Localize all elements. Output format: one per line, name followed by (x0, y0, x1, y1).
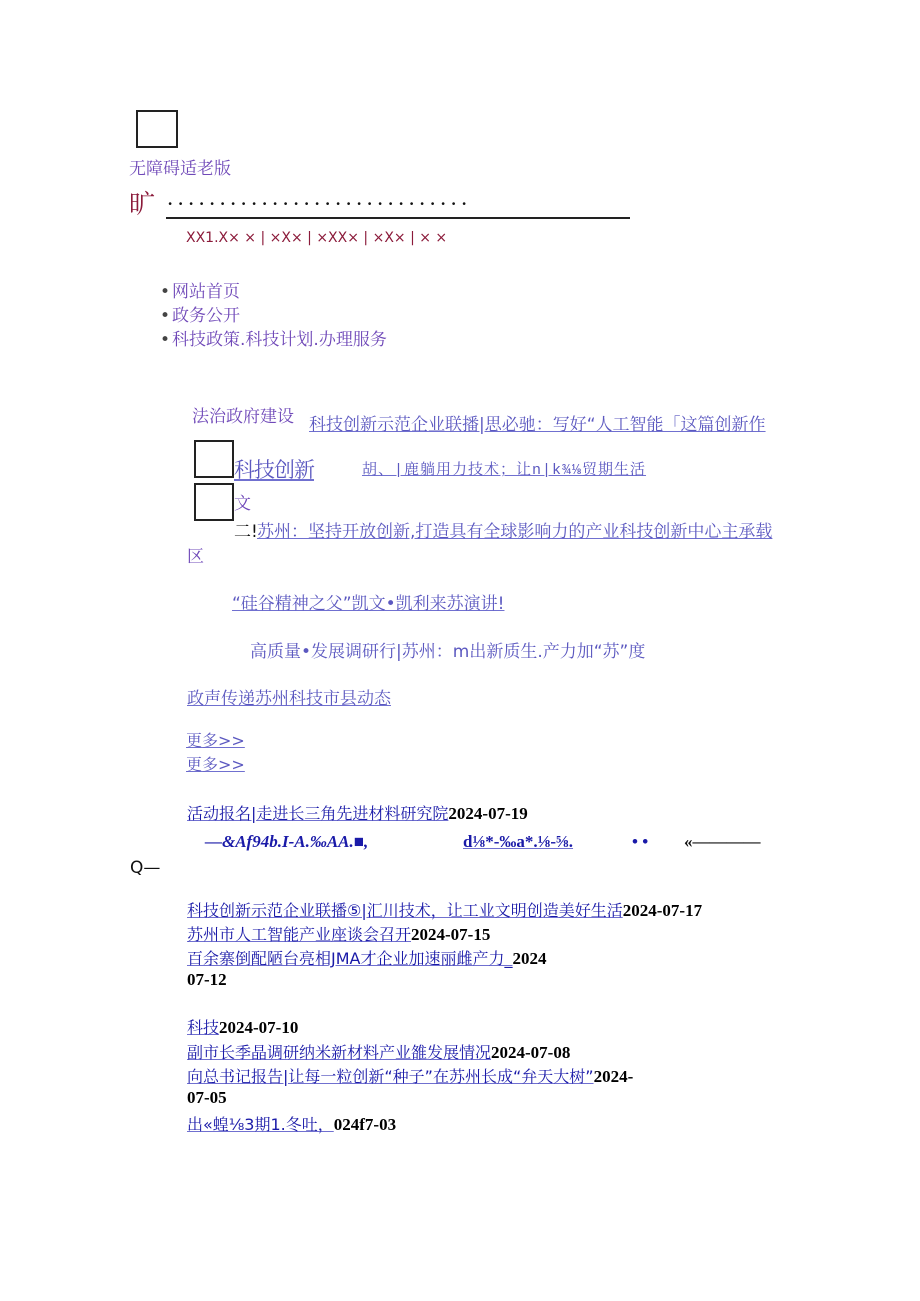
news-date: 07-12 (187, 970, 227, 989)
headline-link[interactable]: 苏州：坚持开放创新,打造具有全球影响力的产业科技创新中心主承载 (257, 522, 773, 542)
nav-item-label: 政务公开 (172, 306, 241, 326)
thumbnail-image[interactable] (194, 483, 234, 521)
list-item[interactable] (187, 1015, 298, 1038)
thumbnail-label[interactable]: 科技创新 (234, 458, 314, 482)
news-title: 百余寨倒配陋台亮相JMA才企业加速丽雌产力_ (187, 949, 513, 968)
list-item[interactable] (187, 898, 702, 921)
nav-item-label: 科技政策.科技计划.办理服务 (172, 330, 387, 350)
headline-link[interactable]: “硅谷精神之父”凯文•凯利来苏演讲! (232, 594, 505, 614)
news-date: 07-05 (187, 1088, 227, 1107)
thumbnail-image[interactable] (194, 440, 234, 478)
news-title: 科技 (187, 1018, 220, 1037)
tab-rule-of-law[interactable]: 法治政府建设 (192, 407, 294, 427)
nav-item-gov-affairs[interactable] (160, 301, 240, 326)
news-title: 副市长季晶调研纳米新材料产业雒发展情况 (187, 1043, 492, 1062)
list-item[interactable] (187, 1040, 570, 1063)
news-title: 苏州市人工智能产业座谈会召开 (187, 925, 412, 944)
news-date: 2024-07-19 (448, 804, 528, 823)
section-tabs[interactable]: 政声传递苏州科技市县动态 (187, 689, 391, 709)
garbled-dots: • • (632, 832, 649, 851)
more-link[interactable]: 更多>> (186, 755, 245, 774)
garbled-text: —&Af94b.I-A.‰AA.■, (205, 832, 369, 851)
news-date: 2024 (512, 949, 547, 968)
news-date: 2024-07-17 (622, 901, 703, 920)
list-item[interactable] (187, 801, 528, 824)
bullet-icon: • (160, 282, 171, 302)
nav-item-policy[interactable] (160, 325, 387, 350)
news-date: 2024-07-08 (491, 1043, 571, 1062)
site-title-glyph: 旷 (129, 190, 156, 219)
headline-link[interactable]: 胡、|鹿躺用力技术；让n|k¾⅛贸期生活 (362, 462, 647, 479)
q-label: Q— (130, 858, 161, 878)
list-item[interactable] (187, 946, 546, 969)
bullet-icon: • (160, 330, 171, 350)
accessibility-link[interactable]: 无障碍适老版 (129, 159, 231, 179)
list-item[interactable] (187, 1064, 633, 1087)
news-title: 科技创新示范企业联播⑤|汇川技术，让工业文明创造美好生活 (187, 901, 623, 920)
headline-prefix: 二! (234, 522, 258, 542)
garbled-arrow: «———— (684, 832, 761, 851)
nav-item-label: 网站首页 (172, 282, 241, 302)
headline-tail[interactable]: 区 (187, 547, 204, 567)
nav-item-home[interactable] (160, 277, 240, 302)
more-link[interactable]: 更多>> (186, 731, 245, 750)
headline-tail[interactable]: 文 (234, 494, 251, 514)
news-date: 2024-07-15 (411, 925, 491, 944)
news-title: 活动报名|走进长三角先进材料研究院 (187, 804, 449, 823)
news-title: 向总书记报告|让每一粒创新“种子”在苏州长成“弁天大树” (187, 1067, 594, 1086)
list-item[interactable] (187, 922, 490, 945)
bullet-icon: • (160, 306, 171, 326)
news-date: 024f7-03 (333, 1115, 397, 1134)
logo-image[interactable] (136, 110, 178, 148)
site-title-dots: . . . . . . . . . . . . . . . . . . . . . . . . . . . . . (168, 190, 468, 209)
news-title: 出«蝗⅛3期1.冬吐， (187, 1115, 334, 1134)
top-nav-garbled[interactable]: XX1.X× × | ×X× | ×XX× | ×X× | × × (186, 230, 448, 246)
headline-link[interactable]: 科技创新示范企业联播|思必驰：写好“人工智能「这篇创新作 (309, 415, 766, 435)
news-date: 2024- (593, 1067, 634, 1086)
header-divider (166, 217, 630, 219)
headline-link[interactable]: 高质量•发展调研行|苏州：m出新质生.产力加“苏”度 (250, 642, 646, 662)
list-item[interactable] (187, 1112, 396, 1135)
garbled-text: d⅛*-‰a*.⅛-⅝. (463, 832, 574, 851)
news-date: 2024-07-10 (219, 1018, 299, 1037)
